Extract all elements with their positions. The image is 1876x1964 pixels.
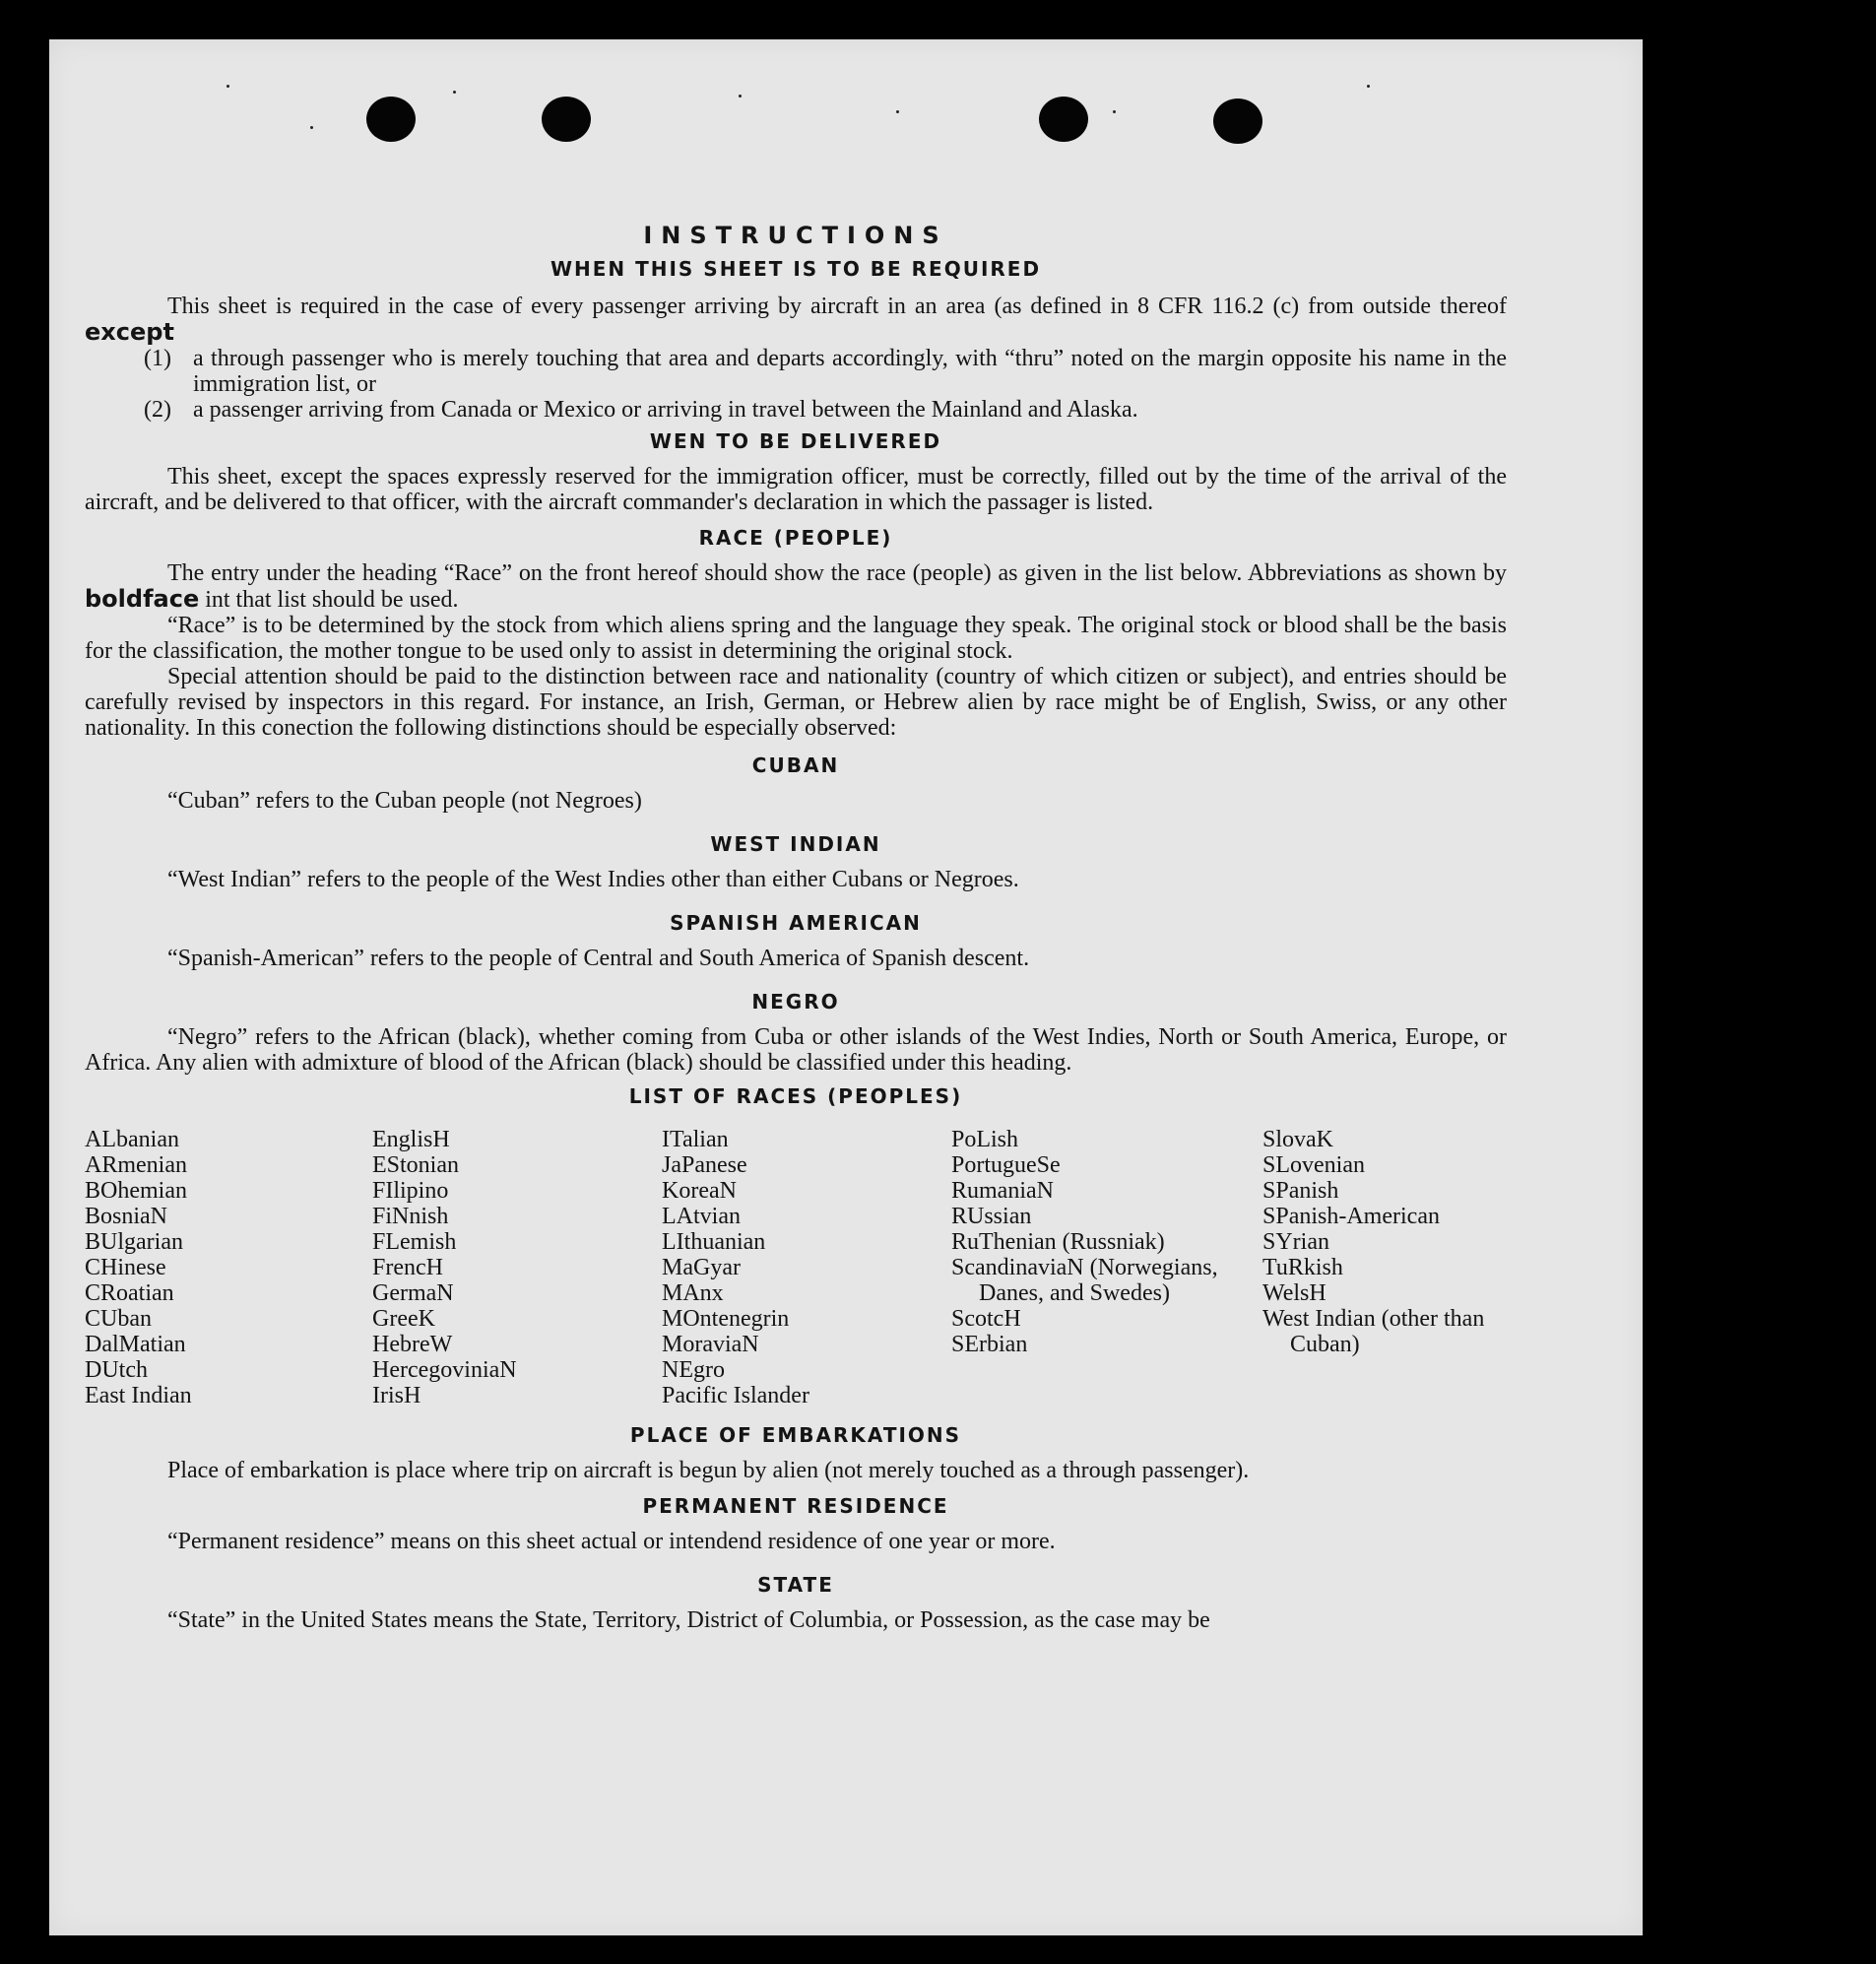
speck (1113, 110, 1116, 113)
race-item: SlovaK (1262, 1127, 1333, 1152)
race-item: FiNnish (372, 1204, 449, 1229)
paragraph: Special attention should be paid to the distinction between race and nationality (country of which citizen or subject), and entries should be carefully revised by inspectors in this regard. For instance, an Irish, German, or Hebrew alien by race might be of English, Swiss, or any other nationality. In this conection the following distinctions should be especially observed: (85, 664, 1507, 741)
paragraph (85, 560, 1507, 613)
race-item: SErbian (951, 1332, 1028, 1357)
race-item: EStonian (372, 1152, 459, 1178)
paragraph: “Permanent residence” means on this sheet actual or intendend residence of one year or more. (167, 1529, 1056, 1554)
paragraph: “State” in the United States means the State, Territory, District of Columbia, or Possession, as the case may be (167, 1607, 1210, 1633)
race-item: MaGyar (662, 1255, 741, 1280)
race-item: LAtvian (662, 1204, 741, 1229)
paragraph (85, 294, 1507, 346)
bold-text: boldface (85, 585, 200, 613)
race-item: NEgro (662, 1357, 725, 1383)
punch-hole (542, 97, 591, 142)
punch-hole (366, 97, 416, 142)
races-column (662, 1127, 951, 1408)
race-item: ScotcH (951, 1306, 1021, 1332)
section-heading: CUBAN (751, 753, 840, 777)
races-column (85, 1127, 372, 1408)
race-item: MOntenegrin (662, 1306, 790, 1332)
section-heading: WHEN THIS SHEET IS TO BE REQUIRED (550, 257, 1042, 281)
race-item: BUlgarian (85, 1229, 183, 1255)
race-item: West Indian (other than Cuban) (1262, 1306, 1485, 1357)
paragraph: “Spanish-American” refers to the people of Central and South America of Spanish descent. (167, 946, 1030, 971)
race-item: ALbanian (85, 1127, 179, 1152)
races-list (85, 1127, 1507, 1408)
race-item: SYrian (1262, 1229, 1329, 1255)
race-item: CUban (85, 1306, 152, 1332)
item-text: a passenger arriving from Canada or Mexico or arriving in travel between the Mainland and Alaska. (193, 397, 1138, 423)
race-item: FLemish (372, 1229, 457, 1255)
race-item: JaPanese (662, 1152, 747, 1178)
page-title: INSTRUCTIONS (643, 222, 948, 249)
race-item: IrisH (372, 1383, 421, 1408)
race-item: SLovenian (1262, 1152, 1365, 1178)
race-item: ARmenian (85, 1152, 187, 1178)
race-item: CRoatian (85, 1280, 174, 1306)
section-heading: PLACE OF EMBARKATIONS (629, 1423, 962, 1447)
race-item: Pacific Islander (662, 1383, 809, 1408)
document-page (49, 39, 1643, 1935)
race-item: SPanish-American (1262, 1204, 1440, 1229)
speck (896, 110, 899, 113)
race-item: DUtch (85, 1357, 148, 1383)
section-heading: WEST INDIAN (710, 832, 881, 856)
speck (739, 95, 742, 98)
speck (226, 85, 229, 88)
paragraph: Place of embarkation is place where trip on aircraft is begun by alien (not merely touched as a through passenger). (167, 1458, 1250, 1483)
instructions-text (85, 177, 1507, 1633)
race-item: ITalian (662, 1127, 729, 1152)
paragraph: This sheet, except the spaces expressly reserved for the immigration officer, must be correctly, filled out by the time of the arrival of the aircraft, and be delivered to that officer, with the aircraft commander's declaration in which the passager is listed. (85, 464, 1507, 515)
paragraph-text: int that list should be used. (205, 587, 459, 613)
speck (1367, 85, 1370, 88)
race-item: ScandinaviaN (Norwegians, Danes, and Swedes) (951, 1255, 1218, 1306)
section-heading: WEN TO BE DELIVERED (649, 429, 942, 453)
race-item: MoraviaN (662, 1332, 759, 1357)
race-item: EnglisH (372, 1127, 450, 1152)
list-item (144, 346, 1507, 397)
race-item: HercegoviniaN (372, 1357, 517, 1383)
race-item: PortugueSe (951, 1152, 1061, 1178)
list-item (144, 397, 1507, 423)
races-column (1262, 1127, 1507, 1408)
race-item: CHinese (85, 1255, 166, 1280)
section-heading: PERMANENT RESIDENCE (642, 1494, 949, 1518)
race-item: RUssian (951, 1204, 1032, 1229)
paragraph: “Negro” refers to the African (black), whether coming from Cuba or other islands of the West Indies, North or South America, Europe, or Africa. Any alien with admixture of blood of the African (black) should be classified under this heading. (85, 1024, 1507, 1076)
speck (453, 91, 456, 94)
race-item: DalMatian (85, 1332, 186, 1357)
item-number: (2) (144, 397, 171, 423)
bold-text: except (85, 318, 174, 346)
race-item: GermaN (372, 1280, 454, 1306)
section-heading: NEGRO (751, 990, 840, 1014)
item-text: a through passenger who is merely touching that area and departs accordingly, with “thru” noted on the margin opposite his name in the immigration list, or (193, 346, 1507, 397)
races-column (372, 1127, 662, 1408)
race-item: BOhemian (85, 1178, 187, 1204)
section-heading: STATE (757, 1573, 834, 1597)
paragraph-text: This sheet is required in the case of every passenger arriving by aircraft in an area (as defined in 8 CFR 116.2 (c) from outside thereof (167, 294, 1507, 319)
race-item: BosniaN (85, 1204, 167, 1229)
race-item: RuThenian (Russniak) (951, 1229, 1165, 1255)
race-item: GreeK (372, 1306, 435, 1332)
race-item: HebreW (372, 1332, 453, 1357)
section-heading: LIST OF RACES (PEOPLES) (628, 1084, 963, 1108)
punch-hole (1213, 98, 1262, 144)
race-item: FIlipino (372, 1178, 449, 1204)
punch-hole (1039, 97, 1088, 142)
races-column (951, 1127, 1262, 1408)
speck (310, 126, 313, 129)
race-item: SPanish (1262, 1178, 1339, 1204)
race-item: FrencH (372, 1255, 443, 1280)
item-number: (1) (144, 346, 171, 371)
paragraph-text: The entry under the heading “Race” on the front hereof should show the race (people) as given in the list below. Abbreviations as shown by (167, 560, 1507, 586)
race-item: MAnx (662, 1280, 724, 1306)
paragraph: “Race” is to be determined by the stock from which aliens spring and the language they speak. The original stock or blood shall be the basis for the classification, the mother tongue to be used only to assist in determining the original stock. (85, 613, 1507, 664)
section-heading: RACE (PEOPLE) (698, 526, 893, 550)
race-item: WelsH (1262, 1280, 1326, 1306)
race-item: East Indian (85, 1383, 192, 1408)
paragraph: “West Indian” refers to the people of the West Indies other than either Cubans or Negroes. (167, 867, 1019, 892)
race-item: LIthuanian (662, 1229, 766, 1255)
race-item: PoLish (951, 1127, 1019, 1152)
race-item: RumaniaN (951, 1178, 1054, 1204)
race-item: KoreaN (662, 1178, 737, 1204)
paragraph: “Cuban” refers to the Cuban people (not Negroes) (167, 788, 642, 814)
section-heading: SPANISH AMERICAN (670, 911, 922, 935)
race-item: TuRkish (1262, 1255, 1343, 1280)
